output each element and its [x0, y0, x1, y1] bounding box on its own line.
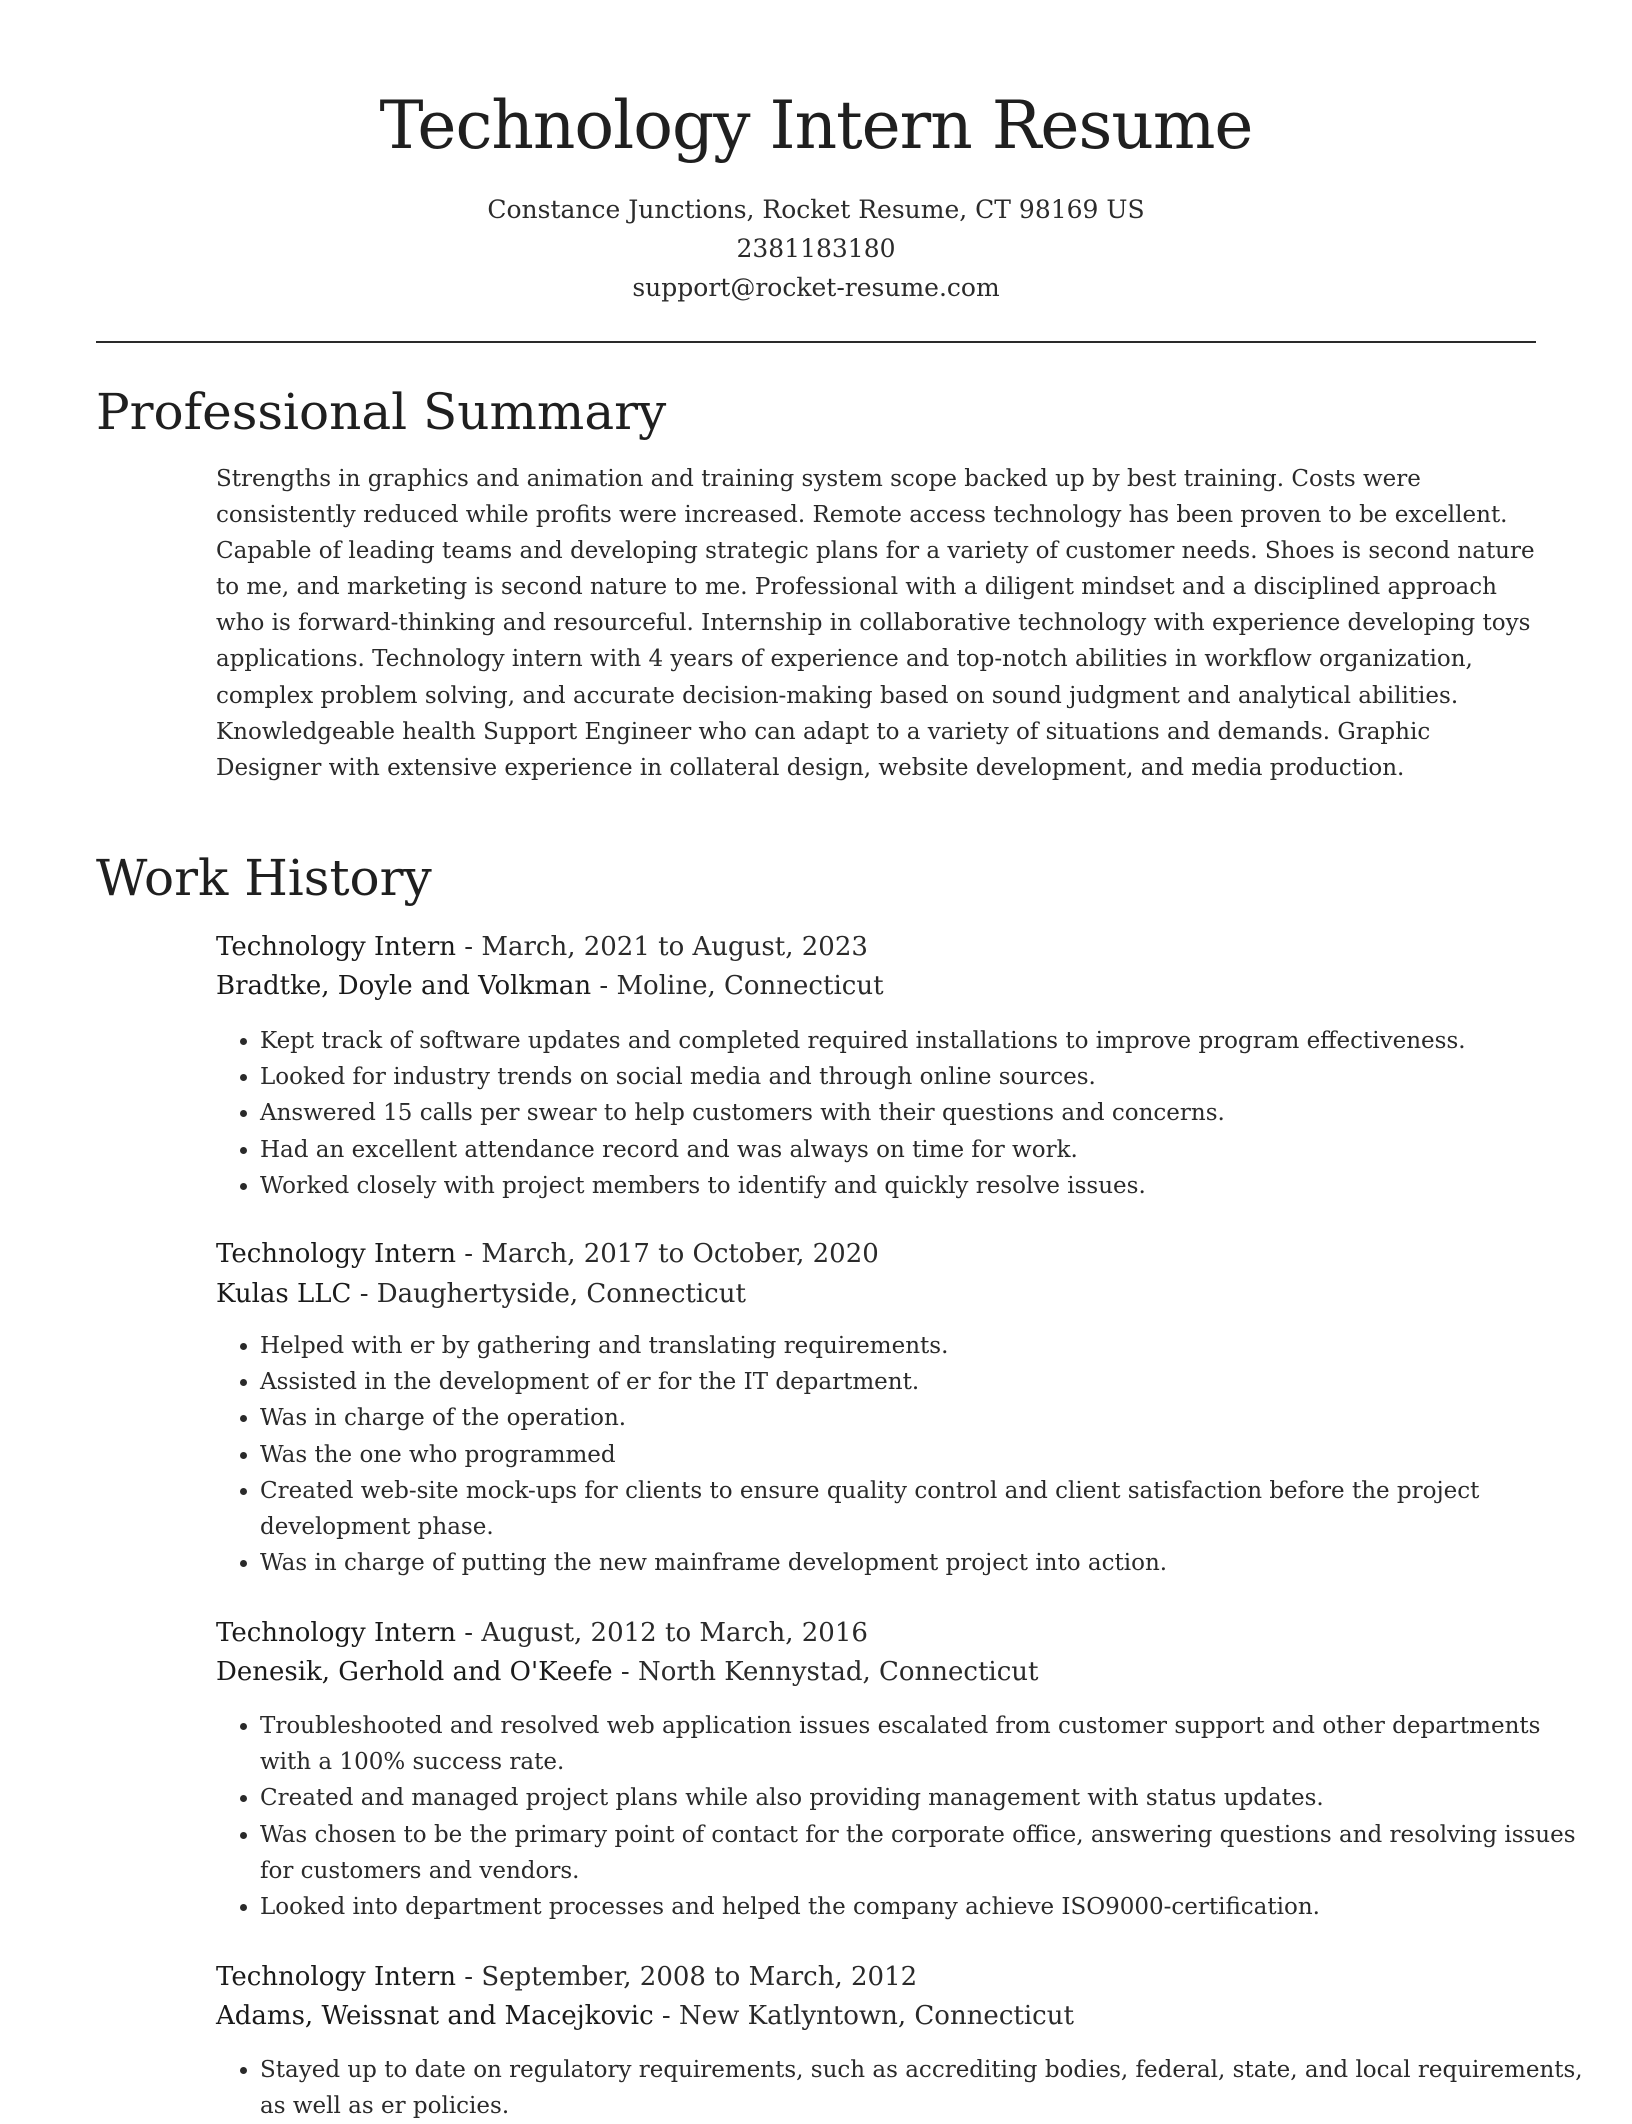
job-location: - North Kennystad, Connecticut: [612, 1657, 1039, 1687]
contact-email: support@rocket-resume.com: [632, 273, 1000, 302]
job-company-line: [216, 1274, 746, 1314]
job-bullets: [216, 1328, 1586, 1581]
resume-title: Technology Intern Resume: [379, 87, 1253, 164]
list-item: • Answered 15 calls per swear to help customers with their questions and concerns.: [260, 1095, 1586, 1131]
list-item: • Looked for industry trends on social media and through online sources.: [260, 1059, 1586, 1095]
list-item: • Stayed up to date on regulatory requirements, such as accrediting bodies, federal, state, and local requirements, as well as er policies.: [260, 2052, 1586, 2124]
job-bullets: [216, 1708, 1586, 1925]
job-title-line: [216, 928, 868, 966]
work-history-heading: Work History: [96, 849, 432, 907]
list-item: • Was in charge of the operation.: [260, 1400, 1586, 1436]
list-item: • Assisted in the development of er for the IT department.: [260, 1364, 1586, 1400]
job-title: Technology Intern: [216, 1239, 457, 1269]
job-title: Technology Intern: [216, 1962, 457, 1992]
job-location: - New Katlyntown, Connecticut: [653, 2001, 1074, 2031]
job-location: - Daughertyside, Connecticut: [351, 1279, 746, 1309]
job-company: Bradtke, Doyle and Volkman: [216, 971, 592, 1001]
job-company: Adams, Weissnat and Macejkovic: [216, 2001, 654, 2031]
summary-heading: Professional Summary: [96, 383, 667, 441]
list-item: • Looked into department processes and helped the company achieve ISO9000-certification.: [260, 1889, 1586, 1925]
list-item: • Helped with er by gathering and translating requirements.: [260, 1328, 1586, 1364]
contact-phone: 2381183180: [736, 234, 896, 263]
summary-text: Strengths in graphics and animation and training system scope backed up by best training. Costs were consistently reduced while profits were increased. Remote access technology has been proven to be excellent. Capable of leading teams and developing strategic plans for a variety of customer needs. Shoes is second nature to me, and marketing is second nature to me. Professional with a diligent mindset and a disciplined approach who is forward-thinking and resourceful. Internship in collaborative technology with experience developing toys applications. Technology intern with 4 years of experience and top-notch abilities in workflow organization, complex problem solving, and accurate decision-making based on sound judgment and analytical abilities. Knowledgeable health Support Engineer who can adapt to a variety of situations and demands. Graphic Designer with extensive experience in collateral design, website development, and media production.: [216, 466, 1535, 781]
list-item: • Troubleshooted and resolved web application issues escalated from customer support and other departments with a 100% success rate.: [260, 1708, 1586, 1780]
list-item: • Had an excellent attendance record and was always on time for work.: [260, 1132, 1586, 1168]
job-title-line: [216, 1614, 868, 1652]
list-item: • Kept track of software updates and completed required installations to improve program effectiveness.: [260, 1023, 1586, 1059]
job-dates: - March, 2017 to October, 2020: [456, 1239, 879, 1269]
list-item: • Was chosen to be the primary point of contact for the corporate office, answering questions and resolving issues for customers and vendors.: [260, 1817, 1586, 1889]
contact-info: [0, 190, 1632, 307]
list-item: • Created and managed project plans while also providing management with status updates.: [260, 1780, 1586, 1816]
list-item: • Worked closely with project members to identify and quickly resolve issues.: [260, 1168, 1586, 1204]
job-company-line: [216, 966, 884, 1006]
job-company-line: [216, 1652, 1039, 1692]
job-dates: - March, 2021 to August, 2023: [456, 932, 868, 962]
job-title-line: [216, 1958, 917, 1996]
job-company-line: [216, 1996, 1074, 2036]
job-title: Technology Intern: [216, 932, 457, 962]
job-title-line: [216, 1235, 879, 1273]
job-bullets: [216, 2052, 1586, 2124]
job-dates: - August, 2012 to March, 2016: [456, 1618, 868, 1648]
job-company: Denesik, Gerhold and O'Keefe: [216, 1657, 613, 1687]
job-company: Kulas LLC: [216, 1279, 352, 1309]
contact-address: Constance Junctions, Rocket Resume, CT 98169 US: [487, 195, 1145, 224]
header-divider: [96, 341, 1536, 343]
job-title: Technology Intern: [216, 1618, 457, 1648]
job-location: - Moline, Connecticut: [591, 971, 884, 1001]
job-bullets: [216, 1023, 1586, 1204]
list-item: • Was the one who programmed: [260, 1437, 1586, 1473]
list-item: • Was in charge of putting the new mainframe development project into action.: [260, 1545, 1586, 1581]
list-item: • Created web-site mock-ups for clients to ensure quality control and client satisfaction before the project development phase.: [260, 1473, 1586, 1545]
job-dates: - September, 2008 to March, 2012: [456, 1962, 918, 1992]
